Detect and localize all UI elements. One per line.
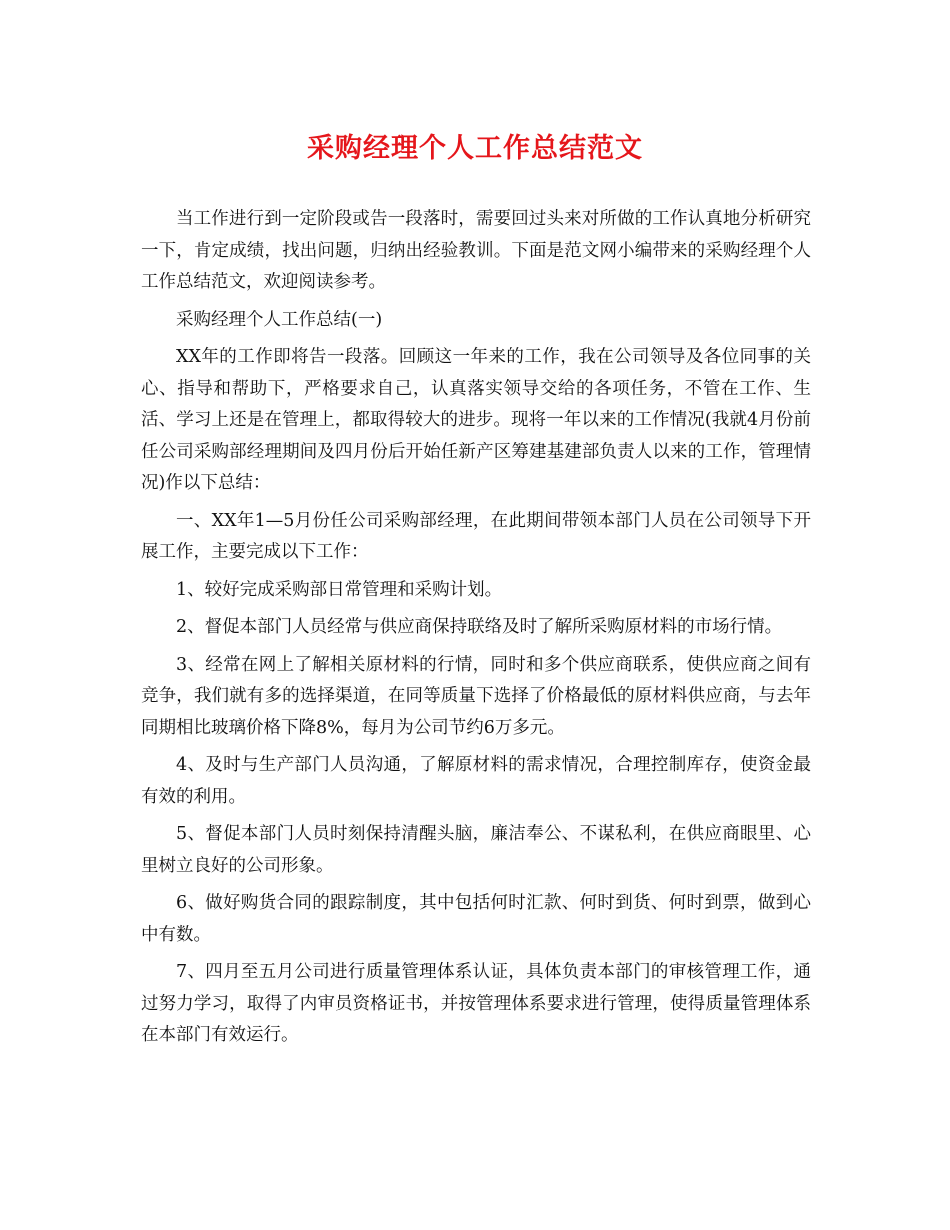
list-item-4: 4、及时与生产部门人员沟通，了解原材料的需求情况，合理控制库存，使资金最有效的利用。 bbox=[141, 755, 811, 807]
paragraph-section-heading: 采购经理个人工作总结(一) bbox=[176, 309, 383, 330]
document-body bbox=[141, 204, 811, 1058]
document-title: 采购经理个人工作总结范文 bbox=[307, 133, 643, 164]
paragraph-part-one: 一、XX年1—5月份任公司采购部经理，在此期间带领本部门人员在公司领导下开展工作，主要完成以下工作： bbox=[141, 510, 811, 562]
list-item-7: 7、四月至五月公司进行质量管理体系认证，具体负责本部门的审核管理工作，通过努力学习，取得了内审员资格证书，并按管理体系要求进行管理，使得质量管理体系在本部门有效运行。 bbox=[141, 962, 811, 1045]
list-item-3: 3、经常在网上了解相关原材料的行情，同时和多个供应商联系，使供应商之间有竞争，我们就有多的选择渠道，在同等质量下选择了价格最低的原材料供应商，与去年同期相比玻璃价格下降8%，每月为公司节约6万多元。 bbox=[141, 654, 811, 738]
list-item-6: 6、做好购货合同的跟踪制度，其中包括何时汇款、何时到货、何时到票，做到心中有数。 bbox=[141, 893, 811, 945]
list-item-2: 2、督促本部门人员经常与供应商保持联络及时了解所采购原材料的市场行情。 bbox=[176, 617, 783, 637]
paragraph-overview: XX年的工作即将告一段落。回顾这一年来的工作，我在公司领导及各位同事的关心、指导和帮助下，严格要求自己，认真落实领导交给的各项任务，不管在工作、生活、学习上还是在管理上，都取得较大的进步。现将一年以来的工作情况(我就4月份前任公司采购部经理期间及四月份后开始任新产区筹建基建部负责人以来的工作，管理情况)作以下总结： bbox=[141, 347, 811, 493]
list-item-1: 1、较好完成采购部日常管理和采购计划。 bbox=[176, 579, 503, 600]
paragraph-intro: 当工作进行到一定阶段或告一段落时，需要回过头来对所做的工作认真地分析研究一下，肯定成绩，找出问题，归纳出经验教训。下面是范文网小编带来的采购经理个人工作总结范文，欢迎阅读参考。 bbox=[141, 209, 811, 292]
list-item-5: 5、督促本部门人员时刻保持清醒头脑，廉洁奉公、不谋私利，在供应商眼里、心里树立良好的公司形象。 bbox=[141, 824, 811, 876]
